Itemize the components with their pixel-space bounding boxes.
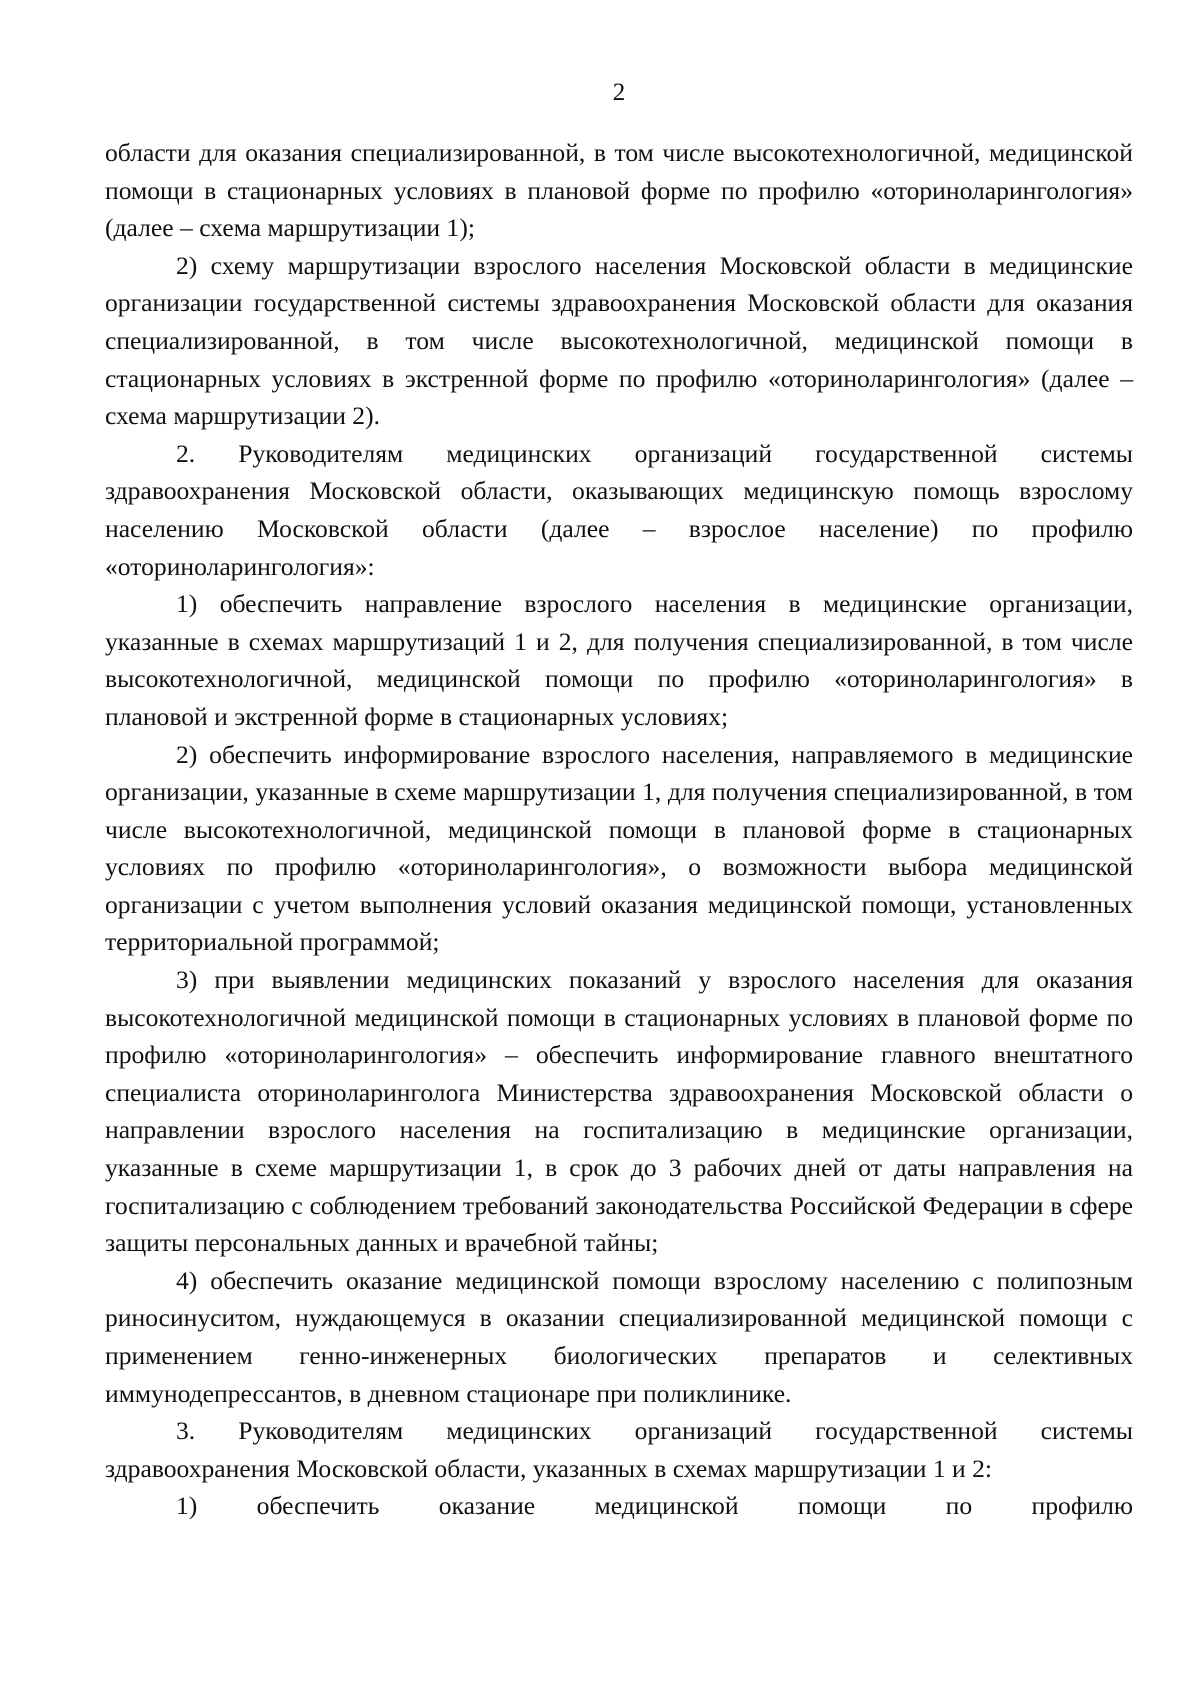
paragraph: 2. Руководителям медицинских организаций государственной системы здравоохранения Московской области, оказывающих медицинскую помощь взрослому населению Московской области (далее – взрослое население) по профилю «оториноларингология»: (105, 438, 1133, 581)
paragraph: 2) обеспечить информирование взрослого населения, направляемого в медицинские организации, указанные в схеме маршрутизации 1, для получения специализированной, в том числе высокотехнологичной, медицинской помощи в плановой форме в стационарных условиях по профилю «оториноларингология», о возможности выбора медицинской организации с учетом выполнения условий оказания медицинской помощи, установленных территориальной программой; (105, 739, 1133, 957)
paragraph: 1) обеспечить оказание медицинской помощи по профилю (176, 1491, 1133, 1521)
paragraph: 3. Руководителям медицинских организаций государственной системы здравоохранения Московской области, указанных в схемах маршрутизации 1 и 2: (105, 1416, 1133, 1483)
paragraph: области для оказания специализированной, в том числе высокотехнологичной, медицинской помощи в стационарных условиях в плановой форме по профилю «оториноларингология» (далее – схема маршрутизации 1); (105, 138, 1133, 243)
paragraph: 4) обеспечить оказание медицинской помощи взрослому населению с полипозным риносинуситом, нуждающемуся в оказании специализированной медицинской помощи с применением генно-инженерных биологических препаратов и селективных иммунодепрессантов, в дневном стационаре при поликлинике. (105, 1265, 1133, 1408)
paragraph: 1) обеспечить направление взрослого населения в медицинские организации, указанные в схемах маршрутизаций 1 и 2, для получения специализированной, в том числе высокотехнологичной, медицинской помощи по профилю «оториноларингология» в плановой и экстренной форме в стационарных условиях; (105, 589, 1133, 731)
document-body (105, 134, 1133, 1525)
page-number: 2 (612, 79, 626, 106)
paragraph: 2) схему маршрутизации взрослого населения Московской области в медицинские организации государственной системы здравоохранения Московской области для оказания специализированной, в том числе высокотехнологичной, медицинской помощи в стационарных условиях в экстренной форме по профилю «оториноларингология» (далее – схема маршрутизации 2). (105, 250, 1133, 431)
paragraph: 3) при выявлении медицинских показаний у взрослого населения для оказания высокотехнологичной медицинской помощи в стационарных условиях в плановой форме по профилю «оториноларингология» – обеспечить информирование главного внештатного специалиста оториноларинголога Министерства здравоохранения Московской области о направлении взрослого населения на госпитализацию в медицинские организации, указанные в схеме маршрутизации 1, в срок до 3 рабочих дней от даты направления на госпитализацию с соблюдением требований законодательства Российской Федерации в сфере защиты персональных данных и врачебной тайны; (105, 965, 1133, 1258)
